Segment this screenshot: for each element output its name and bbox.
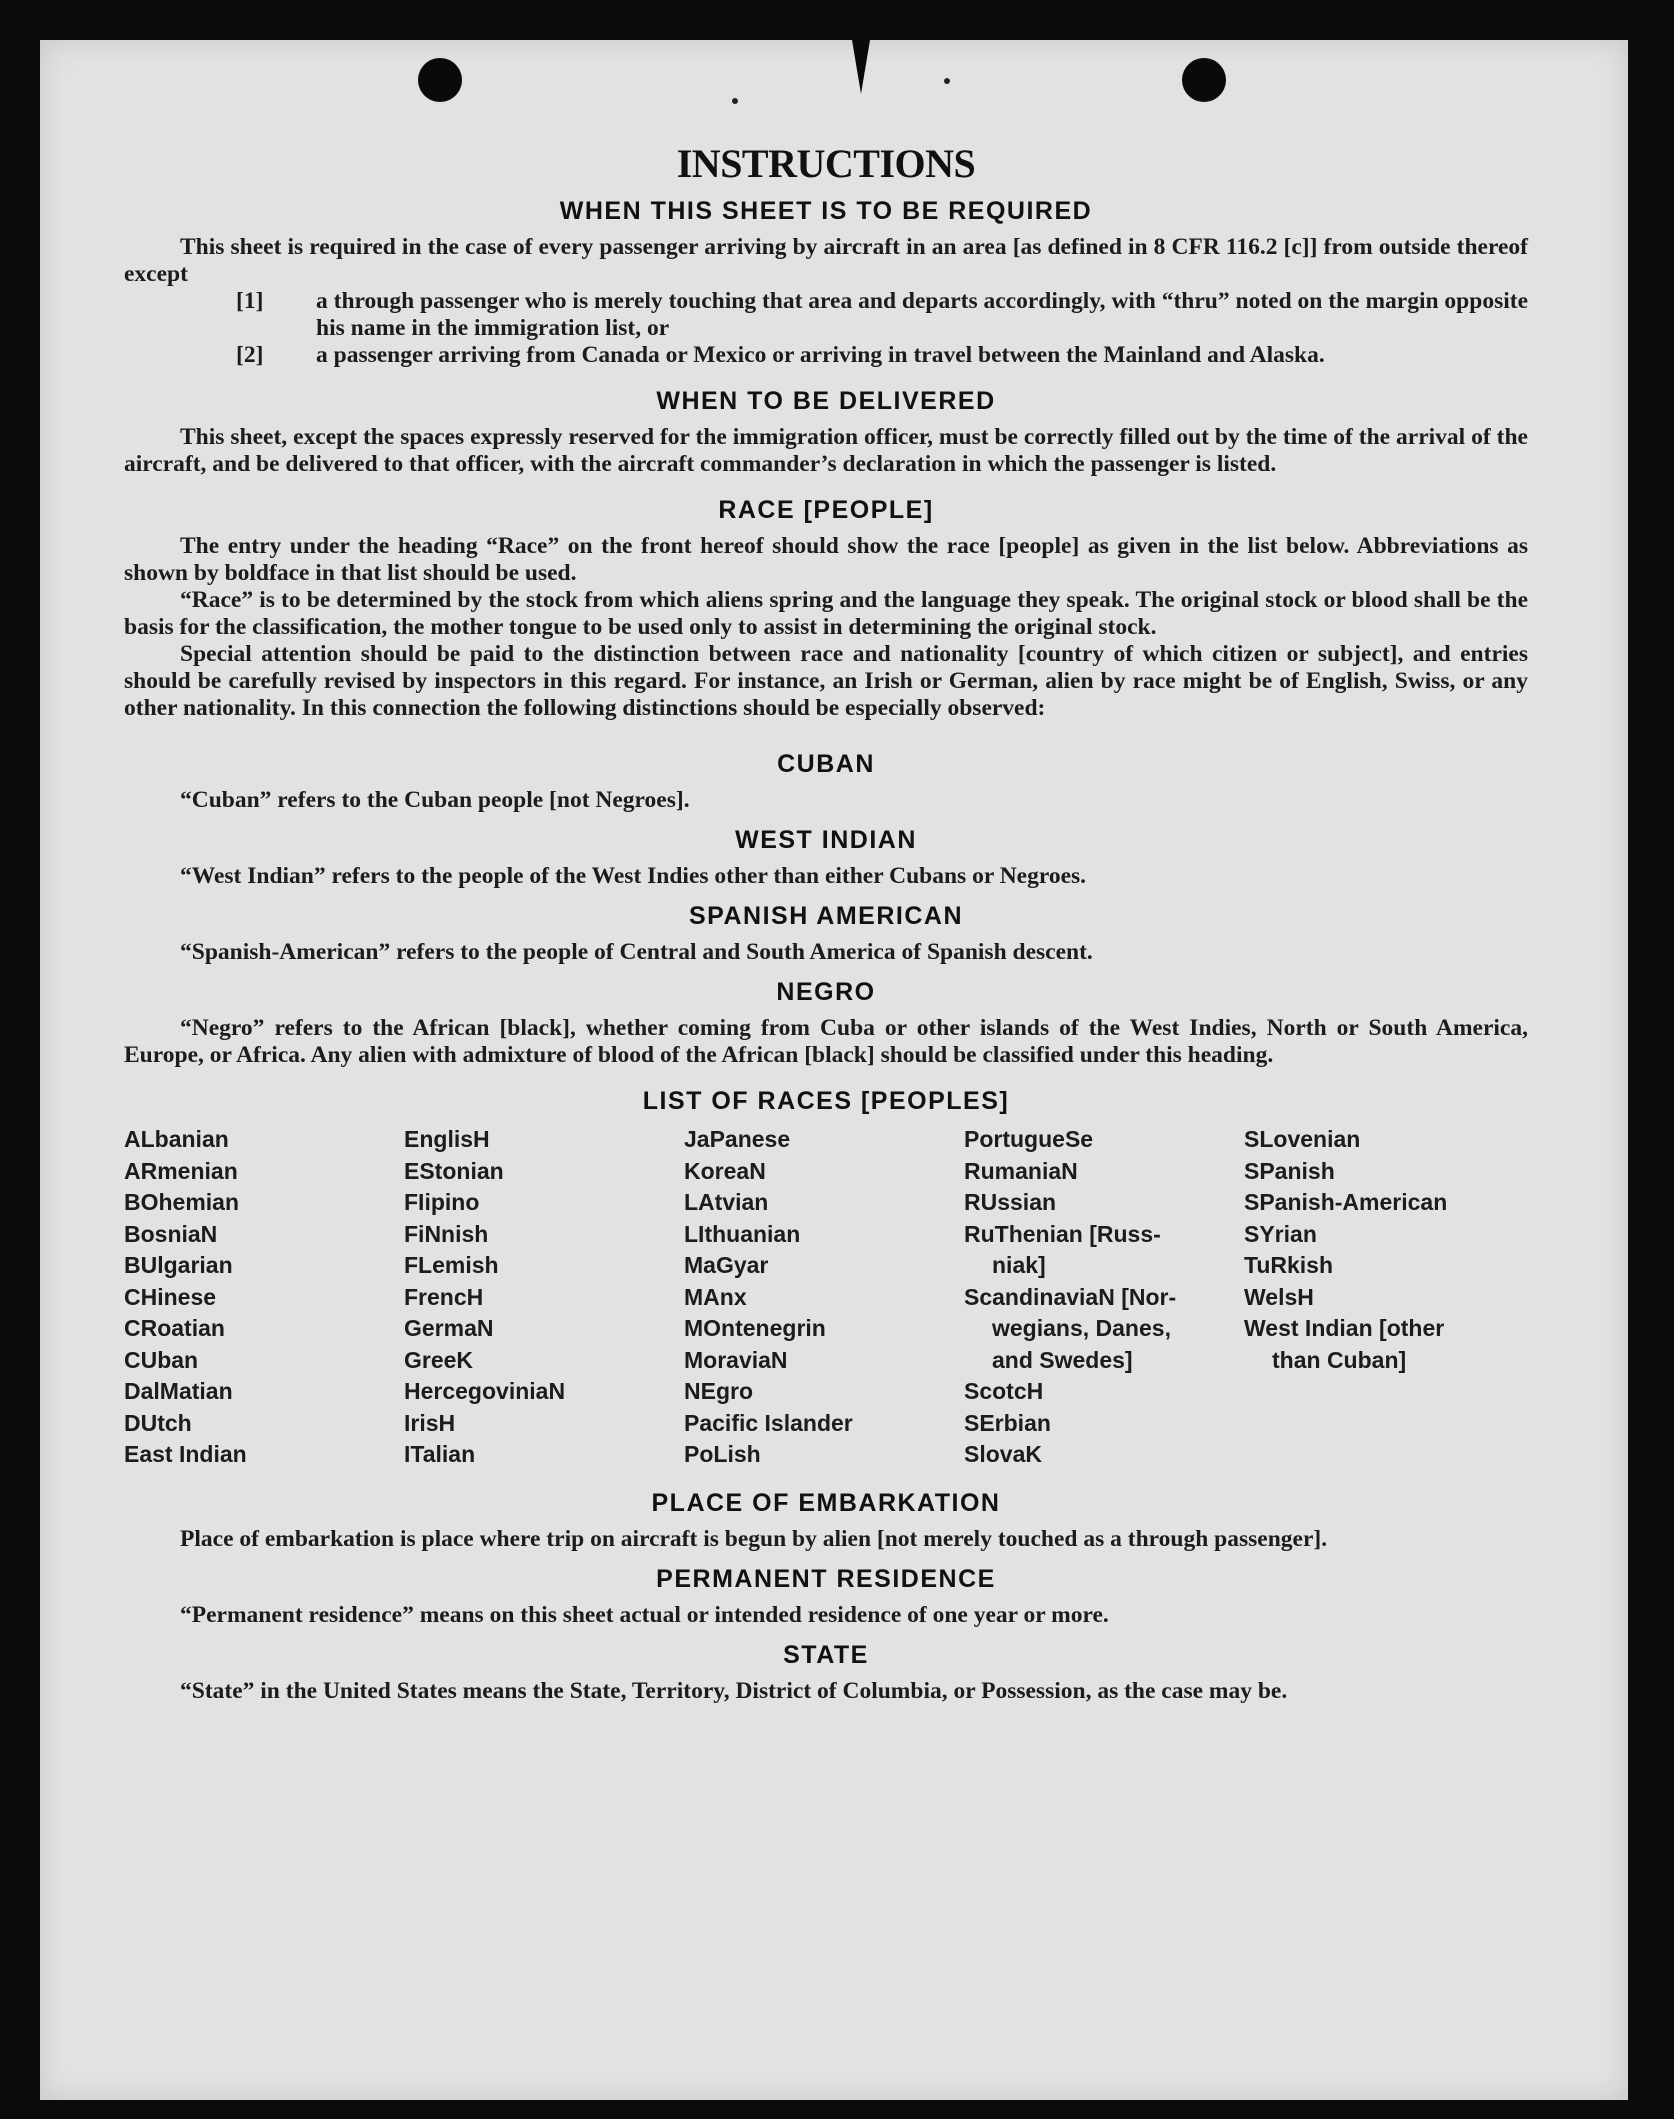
race-entry: SPanish-American <box>1244 1189 1448 1215</box>
embarkation-text: Place of embarkation is place where trip on aircraft is begun by alien [not merely touched as a through passenger]. <box>180 1525 1328 1552</box>
race-entry: ScandinaviaN [Nor- <box>964 1283 1177 1310</box>
item-number: [1] <box>236 288 264 314</box>
race-entry: ARmenian <box>124 1157 238 1184</box>
heading-state: STATE <box>783 1640 869 1669</box>
heading-list-of-races: LIST OF RACES [PEOPLES] <box>642 1087 1010 1115</box>
races-column-5 <box>1244 1124 1528 1471</box>
race-entry: PoLish <box>684 1441 761 1467</box>
race-entry-continued: than Cuban] <box>1272 1346 1407 1373</box>
paper-speck <box>732 98 738 104</box>
race-entry: CHinese <box>124 1283 217 1310</box>
race-entry: FIipino <box>404 1189 480 1215</box>
race-entry: BOhemian <box>124 1189 240 1215</box>
race-entry: WelsH <box>1244 1283 1314 1310</box>
negro-text: “Negro” refers to the African [black], whether coming from Cuba or other islands of the West Indies, North or South America, Europe, or Africa. Any alien with admixture of blood of the African [black] should be classified under this heading. <box>124 1015 1528 1068</box>
required-item-1 <box>124 288 1528 342</box>
race-entry: PortugueSe <box>964 1126 1094 1152</box>
race-entry: IrisH <box>404 1409 456 1436</box>
races-list <box>124 1124 1528 1471</box>
race-entry: EnglisH <box>404 1126 490 1152</box>
race-entry: BosniaN <box>124 1220 218 1247</box>
staple-notch <box>852 40 870 94</box>
race-entry: EStonian <box>404 1157 504 1184</box>
race-entry: DUtch <box>124 1409 192 1436</box>
required-item-2 <box>124 342 1528 369</box>
heading-when-required: WHEN THIS SHEET IS TO BE REQUIRED <box>559 197 1093 225</box>
race-entry: BUlgarian <box>124 1252 233 1278</box>
west-indian-text: “West Indian” refers to the people of the West Indies other than either Cubans or Negroes. <box>180 863 1087 889</box>
heading-cuban: CUBAN <box>777 750 875 778</box>
race-entry: LAtvian <box>684 1189 769 1215</box>
race-entry: MAnx <box>684 1283 747 1310</box>
race-entry: RumaniaN <box>964 1157 1078 1184</box>
heading-place-of-embarkation: PLACE OF EMBARKATION <box>651 1488 1001 1517</box>
race-entry: CRoatian <box>124 1315 225 1341</box>
races-column-2 <box>404 1124 684 1471</box>
race-entry: MOntenegrin <box>684 1315 826 1341</box>
race-entry: MaGyar <box>684 1252 769 1278</box>
heading-race: RACE [PEOPLE] <box>718 496 934 524</box>
heading-negro: NEGRO <box>776 978 876 1006</box>
race-entry: FiNnish <box>404 1220 489 1247</box>
race-entry: ScotcH <box>964 1378 1044 1404</box>
race-entry: RUssian <box>964 1189 1057 1215</box>
race-entry: ITalian <box>404 1441 476 1467</box>
races-column-4 <box>964 1124 1244 1471</box>
race-entry: Pacific Islander <box>684 1409 853 1436</box>
item-text: a through passenger who is merely touching that area and departs accordingly, with “thru” noted on the margin opposite his name in the immigration list, or <box>316 288 1528 341</box>
race-entry: FLemish <box>404 1252 499 1278</box>
punch-hole-right <box>1182 58 1226 102</box>
item-text: a passenger arriving from Canada or Mexico or arriving in travel between the Mainland and Alaska. <box>316 342 1325 368</box>
race-entry: DalMatian <box>124 1378 233 1404</box>
race-entry: GreeK <box>404 1346 474 1373</box>
race-entry: GermaN <box>404 1315 494 1341</box>
race-entry-continued: niak] <box>992 1252 1046 1278</box>
race-entry: SErbian <box>964 1409 1051 1436</box>
race-entry: TuRkish <box>1244 1252 1334 1278</box>
race-entry-continued: wegians, Danes, <box>992 1315 1171 1341</box>
residence-text: “Permanent residence” means on this sheet actual or intended residence of one year or more. <box>180 1601 1109 1628</box>
race-paragraph-3: Special attention should be paid to the distinction between race and nationality [country of which citizen or subject], and entries should be carefully revised by inspectors in this regard. For instance, an Irish or German, alien by race might be of English, Swiss, or any other nationality. In this connection the following distinctions should be especially observed: <box>124 641 1528 721</box>
heading-spanish-american: SPANISH AMERICAN <box>688 902 963 930</box>
heading-when-delivered: WHEN TO BE DELIVERED <box>656 387 996 415</box>
item-number: [2] <box>236 342 264 368</box>
race-entry: NEgro <box>684 1378 753 1404</box>
state-text: “State” in the United States means the State, Territory, District of Columbia, or Possession, as the case may be. <box>180 1677 1288 1704</box>
race-entry: HercegoviniaN <box>404 1378 566 1404</box>
race-entry: KoreaN <box>684 1157 766 1184</box>
race-entry: JaPanese <box>684 1126 791 1152</box>
cuban-text: “Cuban” refers to the Cuban people [not Negroes]. <box>180 787 690 813</box>
page-title: INSTRUCTIONS <box>676 141 976 186</box>
race-entry: SLovenian <box>1244 1126 1361 1152</box>
race-paragraph-2: “Race” is to be determined by the stock from which aliens spring and the language they speak. The original stock or blood shall be the basis for the classification, the mother tongue to be used only to assist in determining the original stock. <box>124 587 1528 640</box>
race-entry: FrencH <box>404 1283 484 1310</box>
race-entry: MoraviaN <box>684 1346 788 1373</box>
race-entry: ALbanian <box>124 1126 229 1152</box>
race-entry: RuThenian [Russ- <box>964 1220 1161 1247</box>
race-entry: CUban <box>124 1346 199 1373</box>
punch-hole-left <box>418 58 462 102</box>
races-column-1 <box>124 1124 404 1471</box>
race-entry: SYrian <box>1244 1220 1317 1247</box>
race-entry: West Indian [other <box>1244 1315 1445 1341</box>
spanish-american-text: “Spanish-American” refers to the people of Central and South America of Spanish descent. <box>180 939 1093 965</box>
paper-speck <box>944 78 950 84</box>
instructions-content <box>124 140 1528 1705</box>
race-entry: East Indian <box>124 1441 247 1467</box>
race-paragraph-1: The entry under the heading “Race” on the front hereof should show the race [people] as given in the list below. Abbreviations as shown by boldface in that list should be used. <box>124 533 1528 586</box>
race-entry: SlovaK <box>964 1441 1042 1467</box>
race-entry: SPanish <box>1244 1157 1335 1184</box>
heading-west-indian: WEST INDIAN <box>735 826 917 854</box>
heading-permanent-residence: PERMANENT RESIDENCE <box>656 1564 996 1593</box>
required-intro: This sheet is required in the case of every passenger arriving by aircraft in an area [as defined in 8 CFR 116.2 [c]] from outside thereof except <box>124 234 1528 287</box>
delivered-text: This sheet, except the spaces expressly reserved for the immigration officer, must be correctly filled out by the time of the arrival of the aircraft, and be delivered to that officer, with the aircraft commander’s declaration in which the passenger is listed. <box>124 424 1528 477</box>
race-entry-continued: and Swedes] <box>992 1346 1133 1373</box>
races-column-3 <box>684 1124 964 1471</box>
race-entry: LIthuanian <box>684 1220 801 1247</box>
